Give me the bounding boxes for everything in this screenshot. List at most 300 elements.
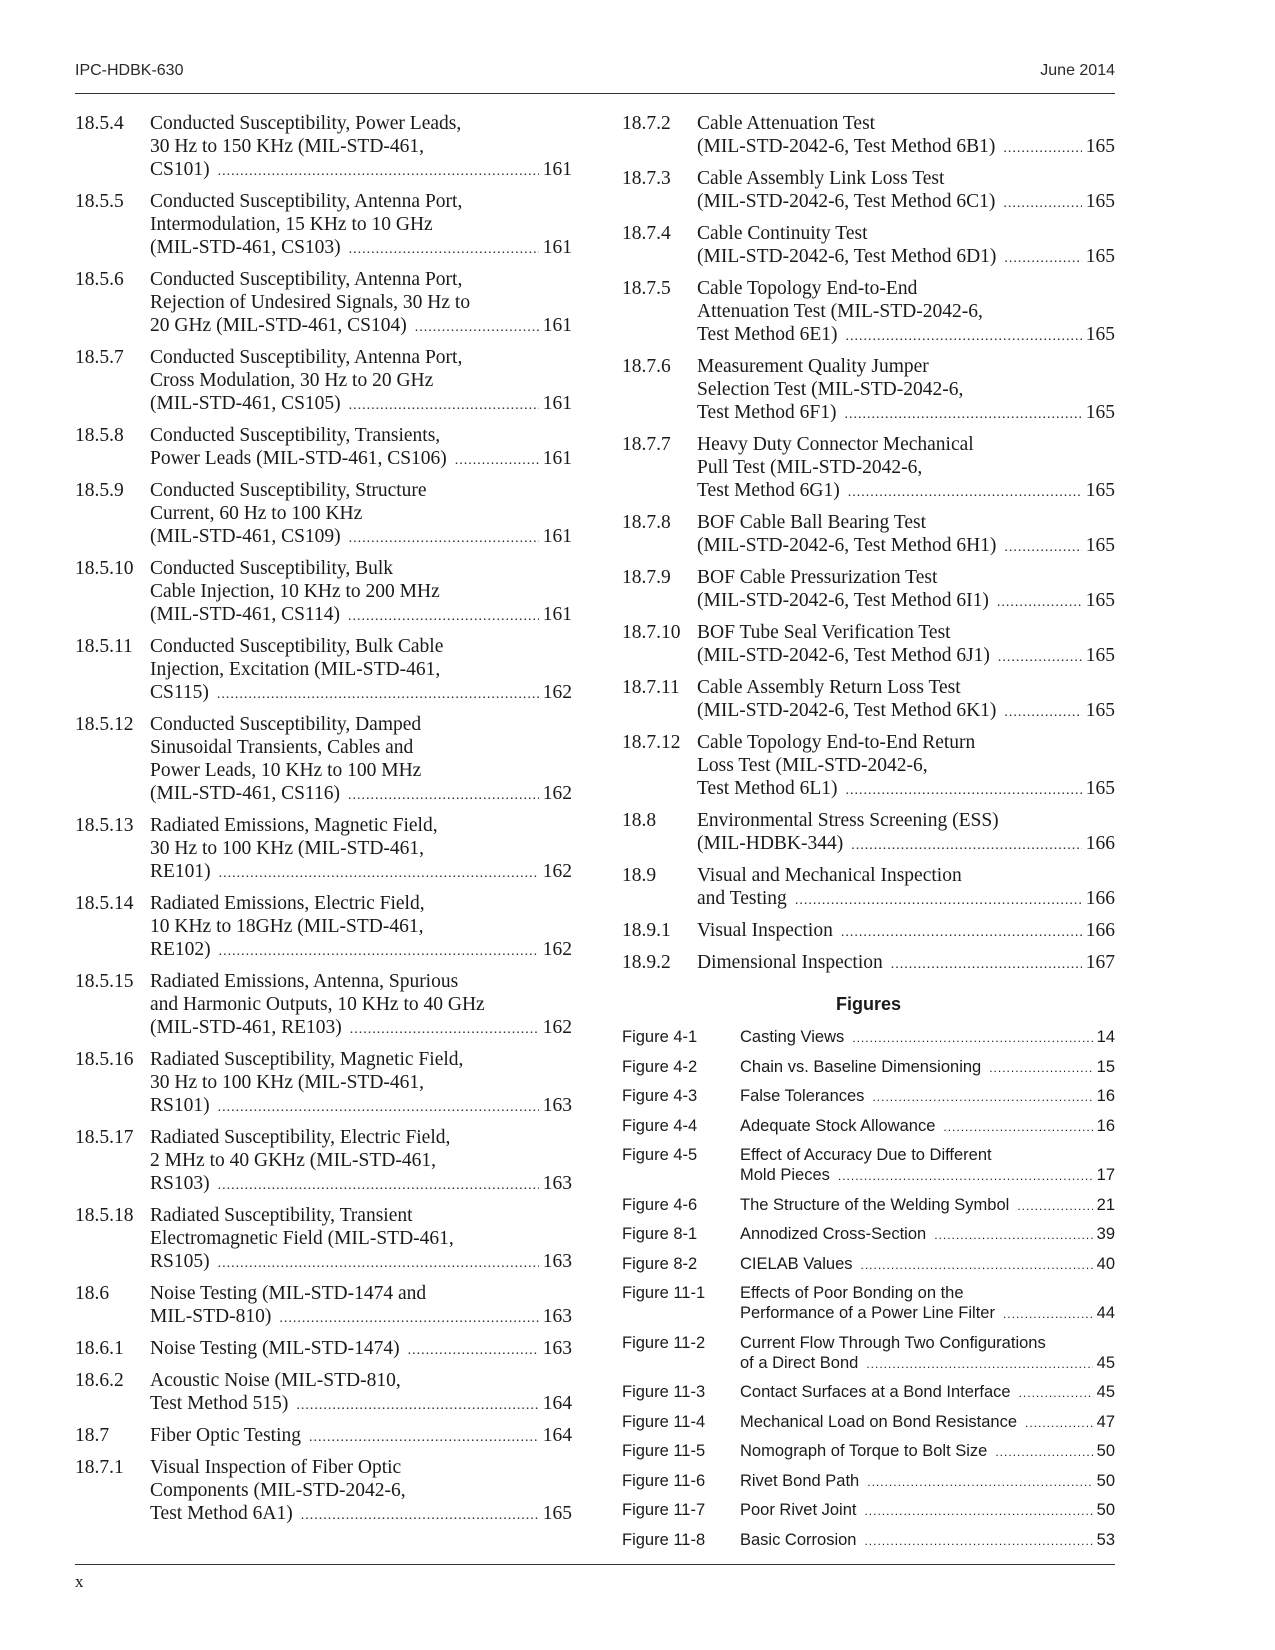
document-date: June 2014 [1040,62,1115,79]
dot-leader [349,527,539,550]
dot-leader [408,1339,539,1362]
toc-entry[interactable] [75,1048,572,1119]
entry-title-line: Mechanical Load on Bond Resistance [740,1412,1018,1431]
dot-leader [218,1174,539,1197]
entry-title [740,1254,1115,1275]
entry-title-line: (MIL-STD-461, CS103) [150,237,341,258]
entry-title-line: and Harmonic Outputs, 10 KHz to 40 GHz [150,994,485,1015]
entry-page-number: 166 [1085,833,1115,854]
entry-title [740,1195,1115,1216]
dot-leader [218,1096,539,1119]
entry-page-number: 162 [542,1017,572,1038]
toc-entry[interactable] [622,222,1115,270]
entry-final-line [150,314,572,339]
toc-right-entries [622,112,1115,976]
entry-title-line: Cable Topology End-to-End [697,278,918,299]
toc-entry[interactable] [622,731,1115,802]
entry-page-number: 15 [1096,1057,1115,1076]
entry-page-number: 162 [542,861,572,882]
toc-entry[interactable] [75,892,572,963]
entry-page-number: 162 [542,939,572,960]
entry-title-line: MIL-STD-810) [150,1306,272,1327]
entry-final-line [697,589,1115,614]
toc-entry[interactable] [75,112,572,183]
entry-title-line: Acoustic Noise (MIL-STD-810, [150,1370,401,1391]
entry-final-line [150,1094,572,1119]
entry-page-number: 39 [1096,1225,1115,1243]
entry-final-line [697,401,1115,426]
entry-number: Figure 4-5 [622,1146,698,1164]
figure-entry[interactable] [622,1441,1115,1462]
dot-leader [841,921,1082,944]
entry-title-line: 30 Hz to 150 KHz (MIL-STD-461, [150,136,425,157]
dot-leader [934,1225,1092,1245]
entry-title [740,1116,1115,1137]
entry-page-number: 165 [1085,191,1115,212]
dot-leader [989,1058,1092,1078]
toc-right-column [622,112,1115,1559]
entry-page-number: 165 [1085,324,1115,345]
entry-page-number: 165 [1085,246,1115,267]
entry-page-number: 163 [542,1173,572,1194]
entry-number: 18.5.12 [75,714,134,735]
entry-title [150,1204,572,1275]
entry-page-number: 165 [1085,590,1115,611]
entry-title-line: Heavy Duty Connector Mechanical [697,434,974,455]
toc-entry[interactable] [622,676,1115,724]
entry-final-line [150,1337,572,1362]
entry-title [740,1500,1115,1521]
entry-title-line: Conducted Susceptibility, Bulk [150,558,394,579]
toc-entry[interactable] [622,919,1115,944]
dot-leader [1003,1304,1093,1324]
entry-title-line: BOF Cable Pressurization Test [697,567,938,588]
figure-entry[interactable] [622,1500,1115,1521]
dot-leader [1017,1196,1092,1216]
entry-title [150,713,572,807]
figure-entry[interactable] [622,1412,1115,1433]
entry-title-line: Conducted Susceptibility, Transients, [150,425,441,446]
entry-page-number: 166 [1085,888,1115,909]
figure-entry[interactable] [622,1254,1115,1275]
entry-title-line: 2 MHz to 40 GKHz (MIL-STD-461, [150,1150,436,1171]
entry-title-line: Radiated Susceptibility, Electric Field, [150,1127,451,1148]
entry-title-line: Test Method 6L1) [697,778,838,799]
entry-number: 18.5.7 [75,347,124,368]
entry-page-number: 162 [542,682,572,703]
entry-title-line: Adequate Stock Allowance [740,1116,936,1135]
entry-page-number: 162 [542,783,572,804]
entry-title-line: Cross Modulation, 30 Hz to 20 GHz [150,370,434,391]
entry-title [697,222,1115,270]
entry-title-line: Test Method 6E1) [697,324,838,345]
page-header [75,62,1115,80]
entry-final-line [697,644,1115,669]
entry-title-line: Mold Pieces [740,1166,830,1184]
entry-title-line: Rejection of Undesired Signals, 30 Hz to [150,292,471,313]
entry-title-line: Electromagnetic Field (MIL-STD-461, [150,1228,454,1249]
entry-title-line: Conducted Susceptibility, Damped [150,714,422,735]
entry-page-number: 165 [1085,778,1115,799]
entry-final-line [697,699,1115,724]
entry-final-line [740,1412,1115,1433]
entry-number: 18.7.9 [622,567,671,588]
document-id: IPC-HDBK-630 [75,62,184,79]
entry-title [740,1471,1115,1492]
entry-final-line [697,777,1115,802]
entry-title-line: Current, 60 Hz to 100 KHz [150,503,363,524]
entry-title-line: Fiber Optic Testing [150,1425,302,1446]
entry-final-line [740,1027,1115,1048]
entry-number: 18.5.10 [75,558,134,579]
entry-title-line: Radiated Susceptibility, Transient [150,1205,413,1226]
entry-page-number: 50 [1096,1501,1115,1519]
entry-number: Figure 11-4 [622,1412,706,1431]
entry-title-line: Noise Testing (MIL-STD-1474) [150,1338,400,1359]
entry-title-line: 30 Hz to 100 KHz (MIL-STD-461, [150,1072,425,1093]
entry-number: 18.7.3 [622,168,671,189]
entry-number: Figure 4-2 [622,1057,698,1076]
entry-final-line [740,1057,1115,1078]
dot-leader [872,1087,1092,1107]
entry-page-number: 161 [542,526,572,547]
entry-final-line [740,1254,1115,1275]
entry-title-line: Visual Inspection of Fiber Optic [150,1457,402,1478]
figure-entry[interactable] [622,1145,1115,1186]
entry-title-line: Environmental Stress Screening (ESS) [697,810,999,831]
entry-title-line: Intermodulation, 15 KHz to 10 GHz [150,214,433,235]
figure-entry[interactable] [622,1116,1115,1137]
entry-title-line: Conducted Susceptibility, Antenna Port, [150,191,463,212]
entry-title [150,635,572,706]
entry-page-number: 14 [1096,1028,1115,1046]
toc-entry[interactable] [622,112,1115,160]
entry-title [740,1283,1115,1324]
dot-leader [349,394,539,417]
toc-entry[interactable] [75,268,572,339]
entry-title [697,864,1115,912]
toc-entry[interactable] [75,1369,572,1417]
entry-number: 18.5.15 [75,971,134,992]
entry-page-number: 161 [542,315,572,336]
entry-title-line: Attenuation Test (MIL-STD-2042-6, [697,301,983,322]
entry-title [697,566,1115,614]
entry-title-line: Annodized Cross-Section [740,1225,927,1243]
entry-page-number: 165 [1085,645,1115,666]
entry-page-number: 53 [1096,1530,1115,1549]
toc-entry[interactable] [622,621,1115,669]
dot-leader [1004,536,1081,559]
entry-final-line [740,1116,1115,1137]
figure-entry[interactable] [622,1382,1115,1403]
toc-entry[interactable] [75,479,572,550]
entry-number: 18.5.14 [75,893,134,914]
entry-number: 18.5.18 [75,1205,134,1226]
toc-entry[interactable] [75,557,572,628]
entry-title [697,112,1115,160]
entry-title [697,951,1115,976]
entry-final-line [697,887,1115,912]
dot-leader [1003,192,1081,215]
entry-number: 18.5.8 [75,425,124,446]
toc-entry[interactable] [75,1204,572,1275]
entry-title-line: Cable Injection, 10 KHz to 200 MHz [150,581,440,602]
entry-title-line: Loss Test (MIL-STD-2042-6, [697,755,928,776]
entry-page-number: 17 [1096,1166,1115,1184]
entry-title-line: Cable Assembly Link Loss Test [697,168,945,189]
toc-entry[interactable] [75,1337,572,1362]
entry-final-line [740,1165,1115,1186]
entry-final-line [740,1382,1115,1403]
entry-number: 18.5.4 [75,113,124,134]
entry-title [150,1126,572,1197]
entry-final-line [697,323,1115,348]
entry-title-line: RS103) [150,1173,210,1194]
entry-title-line: Power Leads, 10 KHz to 100 MHz [150,760,422,781]
dot-leader [219,862,539,885]
entry-number: 18.9.1 [622,920,671,941]
entry-page-number: 161 [542,159,572,180]
dot-leader [455,449,539,472]
toc-entry[interactable] [75,190,572,261]
entry-title-line: Noise Testing (MIL-STD-1474 and [150,1283,427,1304]
entry-number: 18.7.5 [622,278,671,299]
entry-title-line: Components (MIL-STD-2042-6, [150,1480,406,1501]
entry-title-line: 10 KHz to 18GHz (MIL-STD-461, [150,916,424,937]
toc-entry[interactable] [622,951,1115,976]
entry-final-line [740,1195,1115,1216]
entry-final-line [150,525,572,550]
toc-entry[interactable] [622,566,1115,614]
entry-title-line: (MIL-HDBK-344) [697,833,844,854]
entry-title [740,1530,1115,1551]
entry-title-line: Effects of Poor Bonding on the [740,1284,964,1302]
entry-number: 18.7.6 [622,356,671,377]
dot-leader [997,591,1082,614]
toc-entry[interactable] [75,1456,572,1527]
entry-number: Figure 8-1 [622,1225,698,1243]
entry-title [697,621,1115,669]
entry-page-number: 165 [1085,136,1115,157]
entry-number: 18.7.11 [622,677,680,698]
entry-title-line: Test Method 6F1) [697,402,837,423]
entry-title-line: BOF Tube Seal Verification Test [697,622,951,643]
toc-entry[interactable] [75,346,572,417]
toc-entry[interactable] [622,167,1115,215]
entry-final-line [697,919,1115,944]
toc-entry[interactable] [622,809,1115,857]
entry-number: Figure 11-6 [622,1471,706,1490]
entry-title-line: (MIL-STD-461, RE103) [150,1017,342,1038]
figures-heading: Figures [835,994,901,1014]
entry-number: Figure 11-1 [622,1284,706,1302]
entry-title-line: of a Direct Bond [740,1353,859,1372]
entry-final-line [150,1016,572,1041]
entry-title [740,1027,1115,1048]
dot-leader [1003,137,1081,160]
toc-entry[interactable] [75,1282,572,1330]
entry-number: 18.5.9 [75,480,124,501]
entry-final-line [150,681,572,706]
entry-page-number: 161 [542,604,572,625]
entry-number: 18.6.1 [75,1338,124,1359]
entry-number: 18.7.1 [75,1457,124,1478]
entry-title-line: Performance of a Power Line Filter [740,1304,995,1322]
figure-entry[interactable] [622,1283,1115,1324]
dot-leader [943,1117,1092,1137]
toc-entry[interactable] [75,814,572,885]
entry-title-line: (MIL-STD-461, CS105) [150,393,341,414]
entry-title [150,892,572,963]
dot-leader [348,784,539,807]
entry-final-line [150,860,572,885]
dot-leader [864,1501,1092,1521]
entry-final-line [150,236,572,261]
figure-entry[interactable] [622,1086,1115,1107]
entry-page-number: 163 [542,1338,572,1359]
figure-entry[interactable] [622,1333,1115,1374]
entry-page-number: 167 [1085,952,1115,973]
toc-entry[interactable] [75,970,572,1041]
entry-number: 18.7.2 [622,113,671,134]
entry-final-line [150,1305,572,1330]
dot-leader [848,481,1082,504]
entry-final-line [697,479,1115,504]
entry-title-line: Sinusoidal Transients, Cables and [150,737,414,758]
entry-title-line: Injection, Excitation (MIL-STD-461, [150,659,441,680]
figure-entry[interactable] [622,1530,1115,1551]
entry-final-line [150,392,572,417]
dot-leader [350,1018,539,1041]
entry-page-number: 163 [542,1251,572,1272]
figure-entry[interactable] [622,1057,1115,1078]
entry-page-number: 44 [1096,1304,1115,1322]
entry-title-line: Nomograph of Torque to Bolt Size [740,1442,988,1460]
entry-title [740,1145,1115,1186]
footer-rule [75,1564,1115,1565]
entry-title [697,511,1115,559]
dot-leader [1004,247,1081,270]
entry-title [150,1424,572,1449]
entry-title-line: (MIL-STD-2042-6, Test Method 6H1) [697,535,997,556]
toc-entry[interactable] [622,277,1115,348]
entry-title [697,167,1115,215]
entry-number: 18.7 [75,1425,110,1446]
figure-entry[interactable] [622,1195,1115,1216]
toc-entry[interactable] [622,355,1115,426]
entry-title [150,1048,572,1119]
entry-page-number: 165 [1085,402,1115,423]
toc-entry[interactable] [622,511,1115,559]
entry-title-line: BOF Cable Ball Bearing Test [697,512,927,533]
entry-title [697,355,1115,426]
toc-entry[interactable] [75,1126,572,1197]
entry-page-number: 163 [542,1095,572,1116]
toc-left-column [75,112,572,1534]
entry-final-line [697,951,1115,976]
entry-title-line: Conducted Susceptibility, Structure [150,480,427,501]
dot-leader [851,834,1082,857]
dot-leader [867,1472,1092,1492]
entry-title [697,433,1115,504]
toc-entry[interactable] [75,1424,572,1449]
entry-title [150,268,572,339]
toc-entry[interactable] [622,433,1115,504]
entry-final-line [697,534,1115,559]
entry-number: 18.5.17 [75,1127,134,1148]
entry-number: Figure 4-6 [622,1195,698,1214]
entry-number: 18.5.16 [75,1049,134,1070]
entry-title-line: Effect of Accuracy Due to Different [740,1146,992,1164]
dot-leader [349,238,539,261]
entry-number: 18.8 [622,810,657,831]
entry-final-line [150,1250,572,1275]
toc-entry[interactable] [622,864,1115,912]
figure-entry[interactable] [622,1471,1115,1492]
entry-title-line: Conducted Susceptibility, Power Leads, [150,113,462,134]
dot-leader [852,1028,1092,1048]
entry-number: Figure 8-2 [622,1254,698,1273]
entry-page-number: 161 [542,237,572,258]
entry-final-line [740,1303,1115,1324]
dot-leader [415,316,539,339]
entry-title-line: Pull Test (MIL-STD-2042-6, [697,457,923,478]
entry-number: 18.5.6 [75,269,124,290]
entry-page-number: 47 [1096,1412,1115,1431]
entry-title-line: Cable Topology End-to-End Return [697,732,976,753]
entry-title [150,970,572,1041]
entry-title-line: Test Method 515) [150,1393,289,1414]
entry-number: Figure 11-7 [622,1501,706,1519]
entry-page-number: 165 [1085,700,1115,721]
entry-number: 18.5.11 [75,636,133,657]
entry-page-number: 165 [542,1503,572,1524]
figure-entry[interactable] [622,1027,1115,1048]
entry-title-line: (MIL-STD-2042-6, Test Method 6C1) [697,191,996,212]
entry-number: 18.7.10 [622,622,681,643]
figure-entry[interactable] [622,1224,1115,1245]
toc-entry[interactable] [75,713,572,807]
entry-title [740,1333,1115,1374]
entry-title-line: Radiated Emissions, Magnetic Field, [150,815,438,836]
dot-leader [891,953,1082,976]
entry-title-line: False Tolerances [740,1087,865,1105]
entry-title-line: Measurement Quality Jumper [697,356,929,377]
entry-final-line [697,190,1115,215]
entry-final-line [150,447,572,472]
toc-entry[interactable] [75,635,572,706]
page-number: x [75,1572,84,1591]
entry-number: 18.9 [622,865,657,886]
entry-title-line: CS115) [150,682,209,703]
dot-leader [795,889,1082,912]
entry-final-line [740,1353,1115,1374]
entry-title-line: Power Leads (MIL-STD-461, CS106) [150,448,447,469]
entry-title-line: Radiated Emissions, Antenna, Spurious [150,971,459,992]
dot-leader [217,683,539,706]
entry-title [150,112,572,183]
entry-final-line [740,1441,1115,1462]
dot-leader [279,1307,538,1330]
entry-title-line: Cable Attenuation Test [697,113,876,134]
entry-final-line [150,782,572,807]
entry-number: 18.5.13 [75,815,134,836]
entry-title [697,731,1115,802]
entry-title-line: Contact Surfaces at a Bond Interface [740,1383,1011,1401]
entry-number: 18.7.4 [622,223,671,244]
entry-title-line: Chain vs. Baseline Dimensioning [740,1057,982,1076]
toc-entry[interactable] [75,424,572,472]
